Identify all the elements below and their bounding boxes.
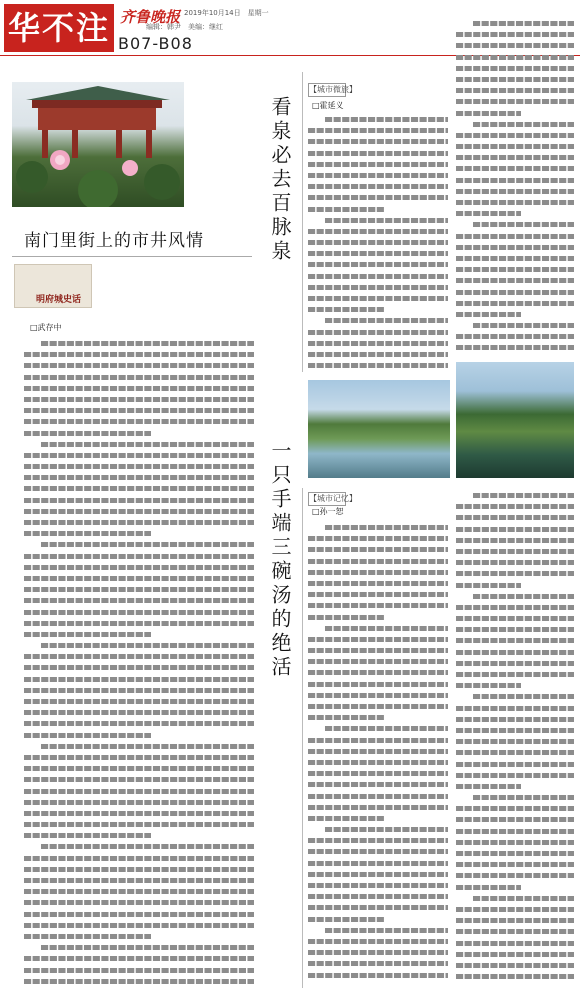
text-line [456,298,574,309]
text-line [456,535,574,546]
text-line [24,573,254,584]
text-line [308,612,385,623]
text-line [24,763,254,774]
text-line [24,853,254,864]
page-numbers: B07-B08 [118,34,193,53]
article2-column: 【城市微旅】 [309,85,357,94]
article2-body-text [308,114,448,376]
section-brand: 华不注 [4,4,114,52]
text-line [456,568,574,579]
text-line [308,589,448,600]
text-line [308,746,448,757]
text-line [308,544,448,555]
text-line [24,349,254,360]
text-line [24,506,254,517]
column-divider [302,488,303,988]
text-line [456,231,574,242]
text-line [24,730,151,741]
text-line [24,886,254,897]
text-line [308,293,448,304]
text-line [308,248,448,259]
newspaper-name: 齐鲁晚报 [120,8,181,26]
text-line [308,958,448,969]
text-line [308,813,385,824]
article1-headline: 南门里街上的市井风情 [24,231,204,251]
text-line [24,819,254,830]
text-line [24,461,254,472]
headline-rule [12,256,252,257]
text-line [41,640,254,651]
text-line [308,170,448,181]
text-line [308,327,448,338]
spring-garden-photo [308,380,450,478]
text-line [308,656,448,667]
article1-body-text [24,338,254,988]
text-line [325,925,448,936]
text-line [24,707,254,718]
text-line [24,662,254,673]
text-line [473,219,574,230]
text-line [325,315,448,326]
text-line [308,192,448,203]
text-line [308,159,448,170]
text-line [456,904,574,915]
text-line [473,320,574,331]
text-line [473,893,574,904]
text-line [456,253,574,264]
text-line [308,533,448,544]
text-line [24,674,254,685]
article1-author: □武存中 [30,323,62,332]
text-line [473,18,574,29]
text-line [308,735,448,746]
text-line [456,747,574,758]
text-line [456,882,521,893]
text-line [24,920,254,931]
text-line [456,703,574,714]
text-line [456,242,574,253]
text-line [308,791,448,802]
text-line [308,578,448,589]
text-line [456,96,574,107]
text-line [308,902,448,913]
text-line [24,864,254,875]
text-line [456,848,574,859]
text-line [41,741,254,752]
text-line [308,259,448,270]
text-line [308,757,448,768]
text-line [24,629,151,640]
text-line [308,338,448,349]
text-line [456,915,574,926]
text-line [456,624,574,635]
text-line [24,718,254,729]
text-line [456,949,574,960]
text-line [456,186,574,197]
text-line [308,690,448,701]
text-line [456,837,574,848]
text-line [24,931,151,942]
text-line [456,29,574,40]
text-line [308,349,448,360]
text-line [24,450,254,461]
text-line [456,781,521,792]
text-line [456,524,574,535]
text-line [456,826,574,837]
text-line [24,797,254,808]
text-line [456,814,574,825]
text-line [456,580,521,591]
text-line [456,130,574,141]
text-line [308,846,448,857]
text-line [24,786,254,797]
text-line [308,148,448,159]
text-line [308,282,448,293]
text-line [456,870,574,881]
text-line [456,770,574,781]
text-line [24,651,254,662]
text-line [456,331,574,342]
text-line [24,618,254,629]
text-line [24,830,151,841]
text-line [456,803,574,814]
text-line [456,208,521,219]
text-line [24,528,151,539]
text-line [473,490,574,501]
article3-author: □孙一恕 [312,507,344,516]
article2-title: 看泉必去百脉泉 [268,96,292,264]
article2-body-text-cont [456,18,574,358]
text-line [24,607,254,618]
text-line [41,539,254,550]
article3-body-text-cont [456,490,574,988]
text-line [308,226,448,237]
text-line [456,309,521,320]
text-line [41,942,254,953]
text-line [308,237,448,248]
text-line [456,546,574,557]
column-divider [302,72,303,372]
article2-author: □霍延义 [312,101,344,110]
text-line [308,779,448,790]
text-line [24,909,254,920]
text-line [41,338,254,349]
text-line [456,971,574,982]
text-line [308,556,448,567]
text-line [308,136,448,147]
text-line [456,602,574,613]
text-line [24,416,254,427]
text-line [24,428,151,439]
column-name: 明府城史话 [36,295,82,305]
text-line [456,647,574,658]
text-line [456,287,574,298]
text-line [456,85,574,96]
text-line [24,472,254,483]
text-line [24,965,254,976]
text-line [24,584,254,595]
text-line [456,613,574,624]
text-line [308,936,448,947]
text-line [456,680,521,691]
text-line [456,175,574,186]
text-line [456,152,574,163]
text-line [456,52,574,63]
text-line [456,63,574,74]
text-line [24,551,254,562]
text-line [308,768,448,779]
text-line [456,658,574,669]
lotus-pavilion-photo [12,82,184,207]
text-line [308,891,448,902]
text-line [24,562,254,573]
text-line [456,669,574,680]
text-line [24,875,254,886]
text-line [24,696,254,707]
article3-body-text [308,522,448,988]
text-line [473,591,574,602]
text-line [308,802,448,813]
text-line [456,557,574,568]
text-line [473,691,574,702]
text-line [308,600,448,611]
text-line [325,623,448,634]
text-line [24,897,254,908]
spring-pool-photo [456,362,574,478]
text-line [473,792,574,803]
text-line [308,858,448,869]
text-line [24,752,254,763]
text-line [473,119,574,130]
text-line [308,679,448,690]
text-line [308,712,385,723]
article3-column: 【城市记忆】 [309,494,357,503]
text-line [24,372,254,383]
text-line [24,808,254,819]
text-line [456,40,574,51]
text-line [308,634,448,645]
text-line [456,859,574,870]
text-line [24,495,254,506]
text-line [308,947,448,958]
text-line [24,360,254,371]
text-line [308,125,448,136]
text-line [456,512,574,523]
text-line [456,725,574,736]
text-line [24,595,254,606]
text-line [325,215,448,226]
article3-title: 一只手端三碗汤的绝活 [268,440,292,680]
text-line [24,483,254,494]
text-line [325,522,448,533]
text-line [308,567,448,578]
text-line [41,841,254,852]
text-line [325,114,448,125]
text-line [456,163,574,174]
text-line [41,439,254,450]
text-line [24,953,254,964]
text-line [325,723,448,734]
text-line [456,501,574,512]
text-line [24,383,254,394]
text-line [308,869,448,880]
text-line [456,736,574,747]
text-line [308,667,448,678]
text-line [456,960,574,971]
text-line [308,645,448,656]
text-line [24,685,254,696]
text-line [308,701,448,712]
text-line [456,342,574,353]
text-line [308,970,448,981]
text-line [456,197,574,208]
text-line [24,405,254,416]
text-line [308,204,385,215]
text-line [308,304,385,315]
text-line [456,264,574,275]
text-line [308,360,448,371]
text-line [456,635,574,646]
text-line [456,275,574,286]
text-line [308,914,385,925]
text-line [325,824,448,835]
text-line [456,141,574,152]
text-line [24,517,254,528]
text-line [24,394,254,405]
text-line [308,271,448,282]
text-line [24,976,254,987]
text-line [456,714,574,725]
editor-credits: 编辑：韩尹 美编：继红 [146,23,223,31]
text-line [456,926,574,937]
text-line [456,759,574,770]
text-line [308,880,448,891]
text-line [24,774,254,785]
text-line [308,835,448,846]
issue-date: 2019年10月14日 星期一 [184,9,269,17]
text-line [456,108,521,119]
text-line [456,74,574,85]
text-line [308,181,448,192]
text-line [456,938,574,949]
